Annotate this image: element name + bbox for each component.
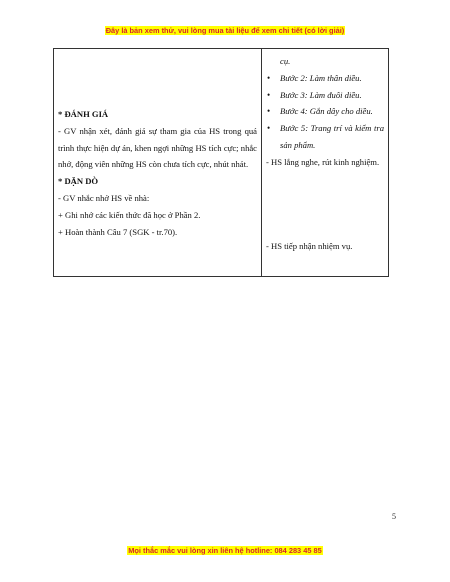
spacer	[266, 171, 384, 238]
preview-banner	[0, 26, 450, 35]
continued-text: cụ.	[280, 56, 291, 66]
step-text: Bước 2: Làm thân diều.	[280, 72, 362, 83]
steps-list	[266, 70, 384, 154]
list-item	[266, 103, 384, 120]
step-text: Bước 5: Trang trí và kiểm tra sản phẩm.	[280, 123, 384, 150]
lesson-table	[53, 48, 389, 277]
hotline-banner	[0, 546, 450, 555]
page-number: 5	[392, 512, 396, 521]
list-item	[266, 70, 384, 87]
teacher-activity-column	[54, 49, 262, 276]
student-activity-column	[262, 49, 388, 276]
student-response: - HS tiếp nhận nhiệm vụ.	[266, 240, 353, 251]
bullet-icon: •	[267, 123, 271, 134]
bullet-icon: •	[267, 89, 271, 100]
hotline-banner-text: Mọi thắc mắc vui lòng xin liên hệ hotline: 084 283 45 85	[128, 546, 322, 555]
step-text: Bước 4: Gắn dây cho diều.	[280, 106, 373, 117]
homework-heading: * DẶN DÒ	[58, 176, 99, 187]
list-item	[266, 120, 384, 154]
homework-line: + Hoàn thành Câu 7 (SGK - tr.70).	[58, 226, 178, 237]
bullet-icon: •	[267, 106, 271, 117]
list-item	[266, 87, 384, 104]
bullet-icon: •	[267, 72, 271, 83]
homework-line: + Ghi nhớ các kiến thức đã học ở Phần 2.	[58, 209, 201, 220]
evaluation-text: - GV nhận xét, đánh giá sự tham gia của HS trong quá trình thực hiện dự án, khen ngợi những HS tích cực; nhắc nhở, động viên những HS còn chưa tích cực, nhút nhát.	[58, 125, 257, 170]
student-response: - HS lắng nghe, rút kinh nghiệm.	[266, 156, 380, 167]
step-text: Bước 3: Làm đuôi diều.	[280, 89, 362, 100]
homework-line: - GV nhắc nhở HS về nhà:	[58, 192, 150, 203]
evaluation-heading: * ĐÁNH GIÁ	[58, 109, 109, 119]
preview-banner-text: Đây là bản xem thử, vui lòng mua tài liệu để xem chi tiết (có lời giải)	[105, 26, 345, 35]
